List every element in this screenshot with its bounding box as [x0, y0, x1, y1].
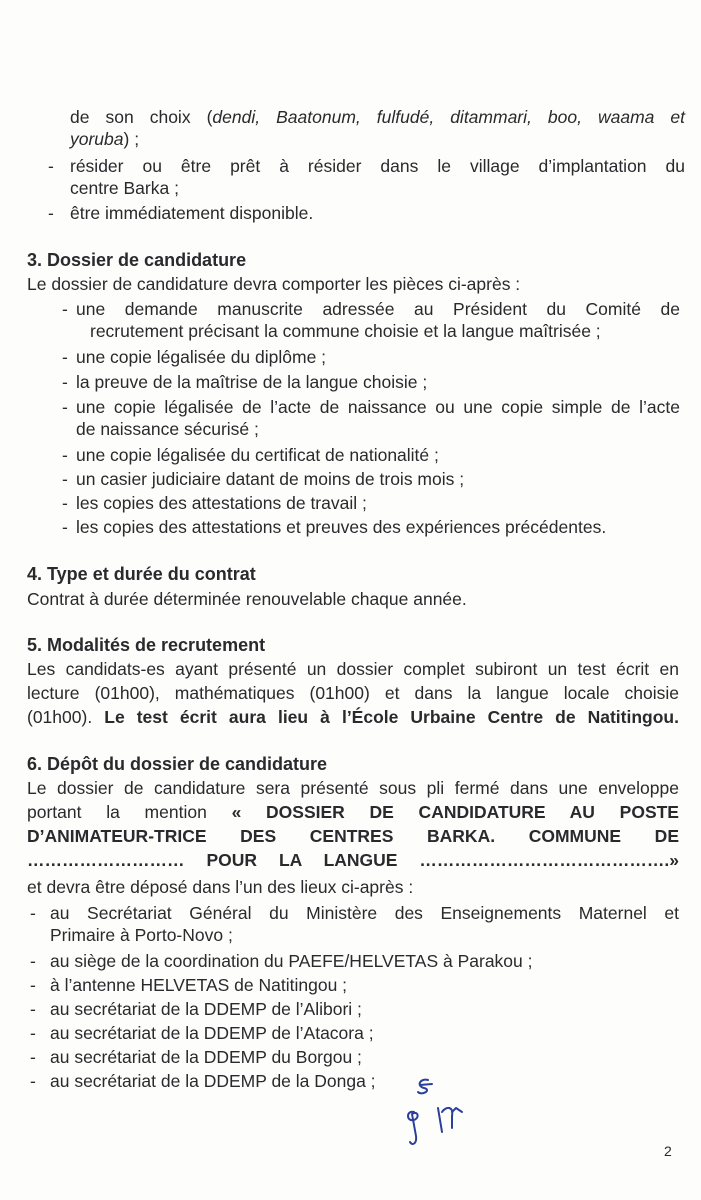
bullet-dash: - — [62, 372, 68, 392]
deposit-location: au secrétariat de la DDEMP de l’Atacora ; — [50, 1023, 374, 1043]
bullet-dash: - — [30, 975, 36, 995]
section-5-line-2: lecture (01h00), mathématiques (01h00) et dans la langue locale choisie — [27, 683, 679, 703]
dossier-item: une copie légalisée du diplôme ; — [76, 347, 327, 367]
deposit-location: au secrétariat de la DDEMP de l’Alibori ; — [50, 999, 362, 1019]
section-5-title: 5. Modalités de recrutement — [27, 635, 266, 655]
dossier-item: une copie légalisée du certificat de nationalité ; — [76, 445, 439, 465]
dossier-item: la preuve de la maîtrise de la langue choisie ; — [76, 372, 428, 392]
deposit-location: au Secrétariat Général du Ministère des Enseignements Maternel et — [50, 903, 679, 923]
bullet-dash: - — [30, 903, 36, 923]
bullet-dash: - — [62, 445, 68, 465]
section-5-line-1: Les candidats-es ayant présenté un dossier complet subiront un test écrit en — [27, 659, 679, 679]
bullet-dash: - — [30, 1023, 36, 1043]
bullet-dash: - — [62, 347, 68, 367]
section-3-intro: Le dossier de candidature devra comporter les pièces ci-après : — [27, 274, 521, 294]
requirement-reside-line-1: résider ou être prêt à résider dans le village d’implantation du — [70, 156, 685, 176]
handwritten-initials-signature — [398, 1072, 488, 1162]
requirement-reside-line-2: centre Barka ; — [70, 178, 179, 198]
bullet-dash: - — [30, 999, 36, 1019]
bullet-dash: - — [62, 493, 68, 513]
bullet-dash: - — [30, 1071, 36, 1091]
section-6-title: 6. Dépôt du dossier de candidature — [27, 754, 328, 774]
deposit-location: au siège de la coordination du PAEFE/HELVETAS à Parakou ; — [50, 951, 533, 971]
section-6-line-5: et devra être déposé dans l’un des lieux ci-après : — [27, 877, 414, 897]
bullet-dash: - — [48, 156, 54, 176]
bullet-dash: - — [62, 469, 68, 489]
section-3-title: 3. Dossier de candidature — [27, 250, 247, 270]
language-line-2: yoruba) ; — [70, 129, 140, 149]
dossier-item: une demande manuscrite adressée au Président du Comité de — [76, 299, 680, 319]
deposit-location: au secrétariat de la DDEMP de la Donga ; — [50, 1071, 376, 1091]
bullet-dash: - — [30, 951, 36, 971]
section-6-line-1: Le dossier de candidature sera présenté sous pli fermé dans une enveloppe — [27, 778, 679, 798]
deposit-location-continued: Primaire à Porto-Novo ; — [50, 925, 233, 945]
requirement-available: être immédiatement disponible. — [70, 203, 314, 223]
bullet-dash: - — [62, 299, 68, 319]
dossier-item-continued: recrutement précisant la commune choisie et la langue maîtrisée ; — [90, 321, 601, 341]
dossier-item: les copies des attestations et preuves des expériences précédentes. — [76, 517, 607, 537]
deposit-location: au secrétariat de la DDEMP du Borgou ; — [50, 1047, 362, 1067]
section-5-line-3: (01h00). Le test écrit aura lieu à l’École Urbaine Centre de Natitingou. — [27, 707, 679, 727]
section-6-line-3: D’ANIMATEUR-TRICE DES CENTRES BARKA. COMMUNE DE — [27, 826, 679, 846]
dossier-item: les copies des attestations de travail ; — [76, 493, 367, 513]
section-6-line-2: portant la mention « DOSSIER DE CANDIDATURE AU POSTE — [27, 802, 679, 822]
bullet-dash: - — [30, 1047, 36, 1067]
language-line-1: de son choix (dendi, Baatonum, fulfudé, ditammari, boo, waama et — [70, 107, 685, 127]
section-6-line-4: ……………………… POUR LA LANGUE …………………………………….» — [27, 850, 679, 870]
bullet-dash: - — [62, 517, 68, 537]
dossier-item: une copie légalisée de l’acte de naissance ou une copie simple de l’acte — [76, 397, 680, 417]
page-number: 2 — [664, 1143, 672, 1159]
section-4-title: 4. Type et durée du contrat — [27, 564, 256, 584]
dossier-item: un casier judiciaire datant de moins de trois mois ; — [76, 469, 465, 489]
bullet-dash: - — [62, 397, 68, 417]
section-4-text: Contrat à durée déterminée renouvelable chaque année. — [27, 589, 467, 609]
dossier-item-continued: de naissance sécurisé ; — [76, 419, 259, 439]
deposit-location: à l’antenne HELVETAS de Natitingou ; — [50, 975, 348, 995]
bullet-dash: - — [48, 203, 54, 223]
